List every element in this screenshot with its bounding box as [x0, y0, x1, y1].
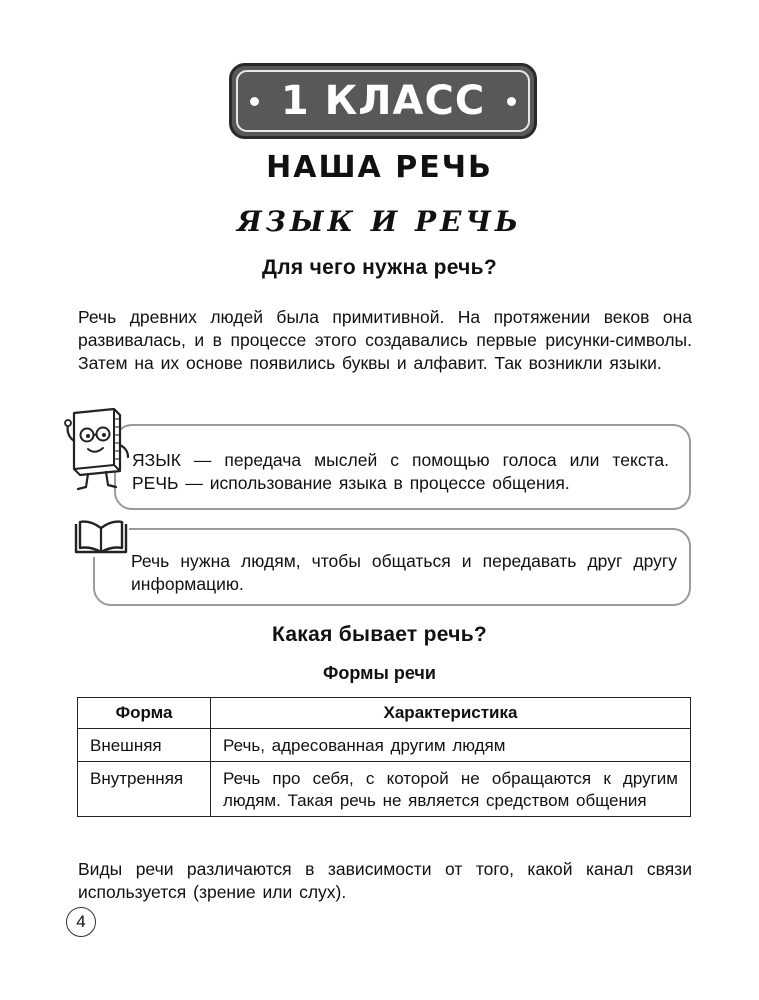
column-header-characteristic: Характеристика [211, 698, 691, 729]
speech-forms-table [77, 697, 691, 817]
table-row [78, 729, 691, 762]
page-number: 4 [66, 907, 96, 937]
table-caption: Формы речи [323, 663, 436, 683]
form-cell: Внешняя [78, 729, 211, 762]
definition-text: ЯЗЫК — передача мыслей с помощью голоса или текста. РЕЧЬ — использование языка в процессе общения. [132, 450, 669, 493]
book-mascot-icon [62, 405, 138, 495]
badge-dot-right [507, 97, 516, 106]
open-book-icon [72, 518, 130, 558]
description-cell: Речь, адресованная другим людям [211, 729, 691, 762]
definition-callout [114, 424, 691, 510]
topic-title: ЯЗЫК И РЕЧЬ [236, 205, 523, 238]
rule-callout [93, 528, 691, 606]
intro-paragraph: Речь древних людей была примитивной. На протяжении веков она развивалась, и в процессе этого создавались первые рисунки-символы. Затем на их основе появились буквы и алфавит. Так возникли языки. [78, 307, 692, 373]
grade-badge [229, 63, 537, 139]
description-cell: Речь про себя, с которой не обращаются к другим людям. Такая речь не является средством общения [211, 762, 691, 817]
form-cell: Внутренняя [78, 762, 211, 817]
grade-badge-frame [236, 70, 530, 132]
section-title: НАША РЕЧЬ [266, 150, 493, 185]
badge-dot-left [250, 97, 259, 106]
question-heading-2: Какая бывает речь? [271, 623, 488, 646]
grade-label: 1 КЛАСС [280, 78, 486, 124]
question-heading-1: Для чего нужна речь? [261, 256, 497, 279]
closing-paragraph: Виды речи различаются в зависимости от того, какой канал связи используется (зрение или слух). [78, 859, 692, 902]
rule-text: Речь нужна людям, чтобы общаться и передавать друг другу информацию. [131, 551, 677, 594]
column-header-form: Форма [78, 698, 211, 729]
table-header-row [78, 698, 691, 729]
table-row [78, 762, 691, 817]
